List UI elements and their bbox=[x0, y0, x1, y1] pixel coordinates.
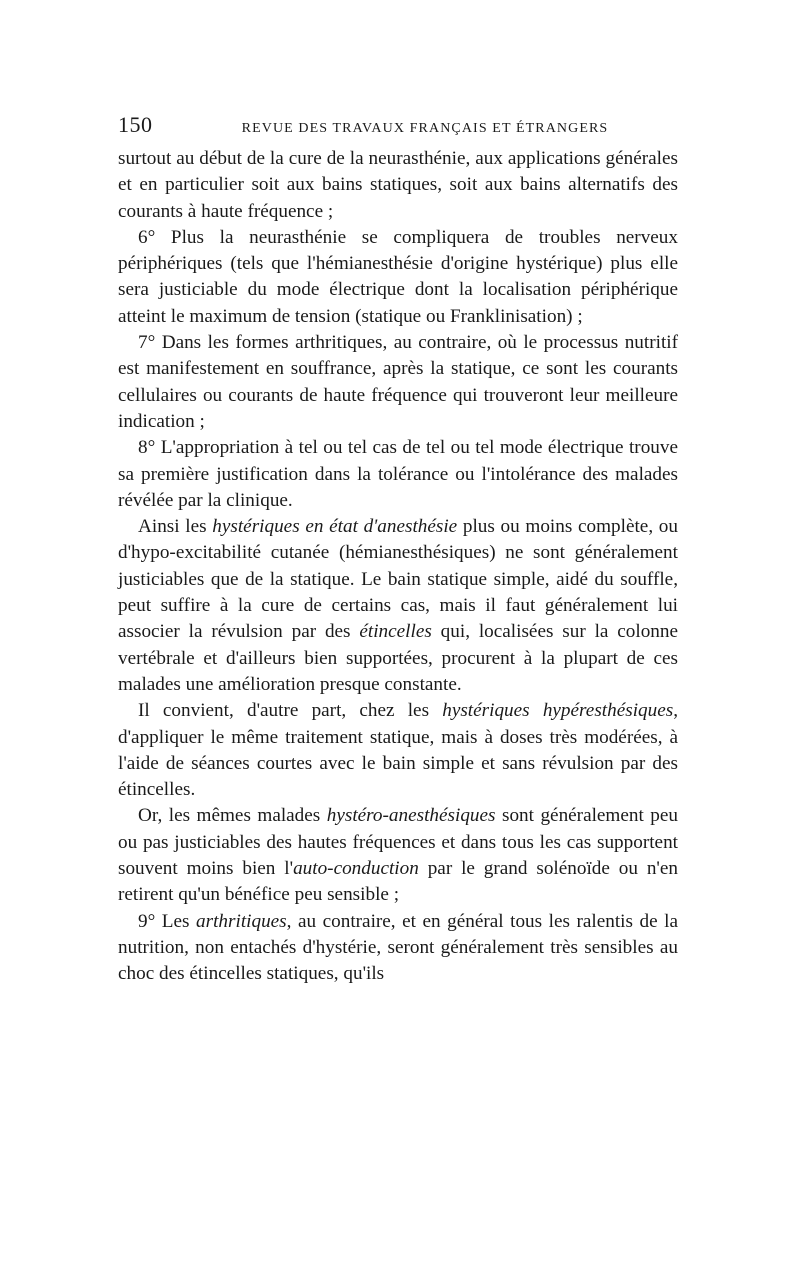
paragraph-item-6 bbox=[118, 225, 678, 330]
body-text bbox=[118, 146, 678, 988]
italic-term: hystériques hypéresthésiques bbox=[442, 700, 674, 722]
paragraph-text: 8° L'appropriation à tel ou tel cas de tel ou tel mode électrique trouve sa première justification dans la tolérance ou l'intolérance des malades révélée par la clinique. bbox=[118, 437, 678, 511]
italic-term: hystériques en état d'anesthésie bbox=[212, 516, 458, 538]
paragraph-item-7 bbox=[118, 330, 678, 435]
paragraph-text: 6° Plus la neurasthénie se compliquera de troubles nerveux périphériques (tels que l'hémianesthésie d'origine hystérique) plus elle sera justiciable du mode électrique dont la localisation périphérique atteint le maximum de tension (statique ou Franklinisation) ; bbox=[118, 226, 678, 327]
text-run: Or, les mêmes malades bbox=[138, 805, 327, 827]
italic-term: hystéro-anesthésiques bbox=[326, 805, 496, 827]
paragraph-item-9 bbox=[118, 909, 678, 988]
running-title: REVUE DES TRAVAUX FRANÇAIS ET ÉTRANGERS bbox=[241, 121, 609, 136]
paragraph-hysteriques-hyperesthesiques bbox=[118, 698, 678, 803]
paragraph-text: 7° Dans les formes arthritiques, au contraire, où le processus nutritif est manifestement en souffrance, après la statique, ce sont les courants cellulaires ou courants de haute fréquence qui trouveront leur meilleure indication ; bbox=[118, 332, 678, 432]
italic-term: étincelles bbox=[359, 621, 432, 643]
text-run: sont généralement peu ou pas justiciables des hautes fréquences et dans tous les cas supportent souvent moins bien l' bbox=[118, 805, 678, 880]
document-page bbox=[118, 112, 678, 988]
text-run: Ainsi les bbox=[138, 516, 213, 538]
text-run: plus ou moins complète, ou d'hypo-excitabilité cutanée (hémianesthésiques) ne sont généralement justiciables que de la statique. Le bain statique simple, aidé du souffle, peut suffire à la cure de certains cas, mais il faut généralement lui associer la révulsion par des bbox=[118, 516, 678, 643]
text-run: par le grand solénoïde ou n'en retirent qu'un bénéfice peu sensible ; bbox=[118, 858, 678, 906]
paragraph-hystero-anesthesiques bbox=[118, 803, 678, 908]
text-run: , d'appliquer le même traitement statique, mais à doses très modérées, à l'aide de séances courtes avec le bain simple et sans révulsion par des étincelles. bbox=[118, 700, 678, 801]
paragraph-text: surtout au début de la cure de la neurasthénie, aux applications générales et en particulier soit aux bains statiques, soit aux bains alternatifs des courants à haute fréquence ; bbox=[118, 148, 678, 222]
text-run: 9° Les bbox=[138, 910, 197, 932]
text-run: , au contraire, et en général tous les ralentis de la nutrition, non entachés d'hystérie, seront généralement très sensibles au choc des étincelles statiques, qu'ils bbox=[118, 910, 678, 985]
page-number: 150 bbox=[118, 112, 153, 137]
paragraph-hysteriques-anesthesie bbox=[118, 514, 678, 698]
text-run: qui, localisées sur la colonne vertébrale et d'ailleurs bien supportées, procurent à la plupart de ces malades une amélioration presque constante. bbox=[118, 621, 678, 695]
paragraph-item-8 bbox=[118, 435, 678, 514]
text-run: Il convient, d'autre part, chez les bbox=[138, 700, 443, 722]
running-header bbox=[118, 112, 678, 146]
italic-term: arthritiques bbox=[196, 910, 287, 932]
italic-term: auto-conduction bbox=[293, 858, 419, 880]
paragraph-continued bbox=[118, 146, 678, 225]
